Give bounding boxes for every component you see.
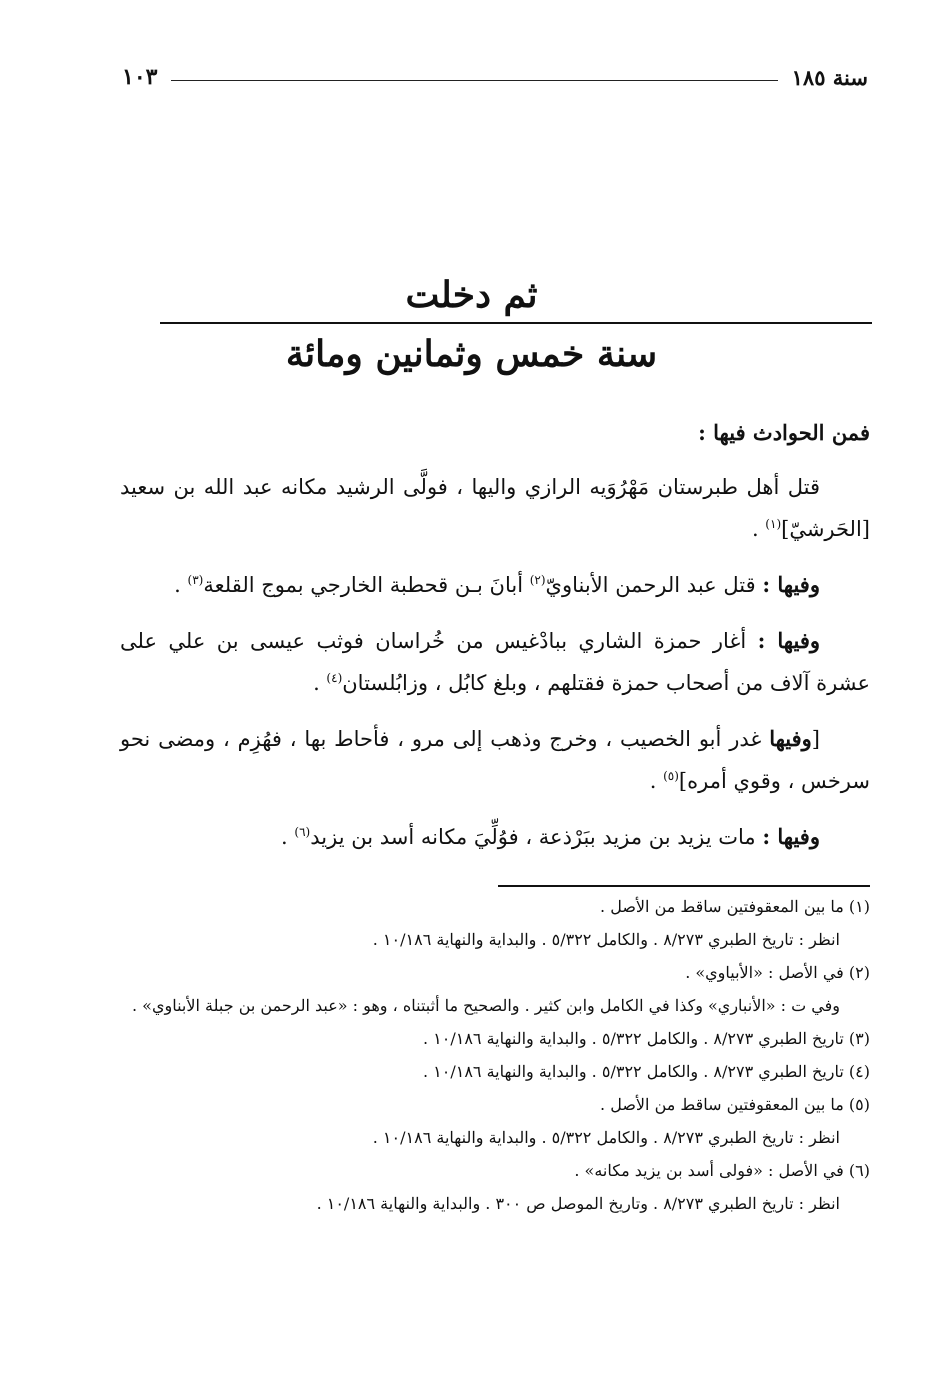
- footnote-ref-3: (٣): [187, 573, 204, 587]
- footnote-ref-1: (١): [765, 517, 782, 531]
- footnote-1-source: انظر : تاريخ الطبري ٨/٢٧٣ . والكامل ٥/٣٢٢ . والبداية والنهاية ١٠/١٨٦ .: [372, 930, 840, 949]
- page-number: ١٠٣: [122, 64, 158, 90]
- running-title: سنة ١٨٥: [791, 64, 868, 90]
- running-header: [122, 62, 868, 92]
- footnotes-divider: [498, 885, 870, 887]
- paragraph-3-lead: وفيها :: [757, 628, 820, 653]
- footnote-1: (١) ما بين المعقوفتين ساقط من الأصل .: [600, 897, 870, 916]
- footnote-6-source: انظر : تاريخ الطبري ٨/٢٧٣ . وتاريخ الموصل ص ٣٠٠ . والبداية والنهاية ١٠/١٨٦ .: [316, 1194, 840, 1213]
- footnote-ref-4: (٤): [326, 671, 343, 685]
- paragraph-3-end: .: [313, 671, 327, 695]
- paragraph-4-text: غدر أبو الخصيب ، وخرج وذهب إلى مرو ، فأحاط بها ، فهُزِم ، ومضى نحو سرخس ، وقوي أمره]: [120, 727, 870, 793]
- section-intro: فمن الحوادث فيها :: [698, 420, 870, 445]
- chapter-heading-line2: سنة خمس وثمانين ومائة: [285, 333, 658, 375]
- paragraph-5-lead: وفيها :: [762, 824, 820, 849]
- paragraph-4-lead: وفيها: [769, 726, 812, 751]
- footnote-ref-6: (٦): [294, 825, 311, 839]
- paragraph-2-text-b: أبانَ بـن قحطبة الخارجي بموج القلعة: [203, 573, 530, 597]
- chapter-heading-line1: ثم دخلت: [405, 274, 538, 316]
- footnote-5-source: انظر : تاريخ الطبري ٨/٢٧٣ . والكامل ٥/٣٢٢ . والبداية والنهاية ١٠/١٨٦ .: [372, 1128, 840, 1147]
- paragraph-5-text: مات يزيد بن مزيد ببَرْذعة ، فوُلِّيَ مكانه أسد بن يزيد: [310, 825, 763, 849]
- footnote-2-note: وفي ت : «الأنباري» وكذا في الكامل وابن كثير . والصحيح ما أثبتناه ، وهو : «عبد الرحمن بن جبلة الأبناوي» .: [132, 996, 840, 1015]
- paragraph-3: [120, 620, 870, 704]
- footnote-5: (٥) ما بين المعقوفتين ساقط من الأصل .: [600, 1095, 870, 1114]
- paragraph-5: [120, 816, 870, 858]
- heading-divider: [160, 322, 872, 324]
- footnote-2: (٢) في الأصل : «الأبياوي» .: [685, 963, 870, 982]
- footnote-6: (٦) في الأصل : «فولى أسد بن يزيد مكانه» .: [574, 1161, 870, 1180]
- paragraph-2-lead: وفيها :: [762, 572, 820, 597]
- paragraph-4-open-bracket: [: [811, 727, 820, 751]
- paragraph-1-end: .: [751, 517, 766, 541]
- footnotes: [120, 890, 870, 1220]
- footnote-3: (٣) تاريخ الطبري ٨/٢٧٣ . والكامل ٥/٣٢٢ . والبداية والنهاية ١٠/١٨٦ .: [422, 1029, 870, 1048]
- paragraph-4: [120, 718, 870, 802]
- paragraph-2-text-a: قتل عبد الرحمن الأبناويّ: [545, 573, 763, 597]
- footnote-ref-2: (٢): [529, 573, 546, 587]
- paragraph-1: [120, 466, 870, 550]
- paragraph-5-end: .: [281, 825, 295, 849]
- paragraph-3-text: أغار حمزة الشاري ببادْغيس من خُراسان فوثب عيسى بن علي على عشرة آلاف من أصحاب حمزة فقتلهم ، وبلغ كابُل ، وزابُلستان: [120, 629, 870, 695]
- main-text: [120, 412, 870, 872]
- footnote-ref-5: (٥): [663, 769, 679, 783]
- footnote-4: (٤) تاريخ الطبري ٨/٢٧٣ . والكامل ٥/٣٢٢ . والبداية والنهاية ١٠/١٨٦ .: [422, 1062, 870, 1081]
- paragraph-2-end: .: [174, 573, 188, 597]
- paragraph-1-text: قتل أهل طبرستان مَهْرُوَيه الرازي واليها ، فولَّى الرشيد مكانه عبد الله بن سعيد [الحَرشيّ]: [120, 475, 870, 541]
- paragraph-4-end: .: [649, 769, 664, 793]
- paragraph-2: [120, 564, 870, 606]
- header-rule: [171, 80, 777, 81]
